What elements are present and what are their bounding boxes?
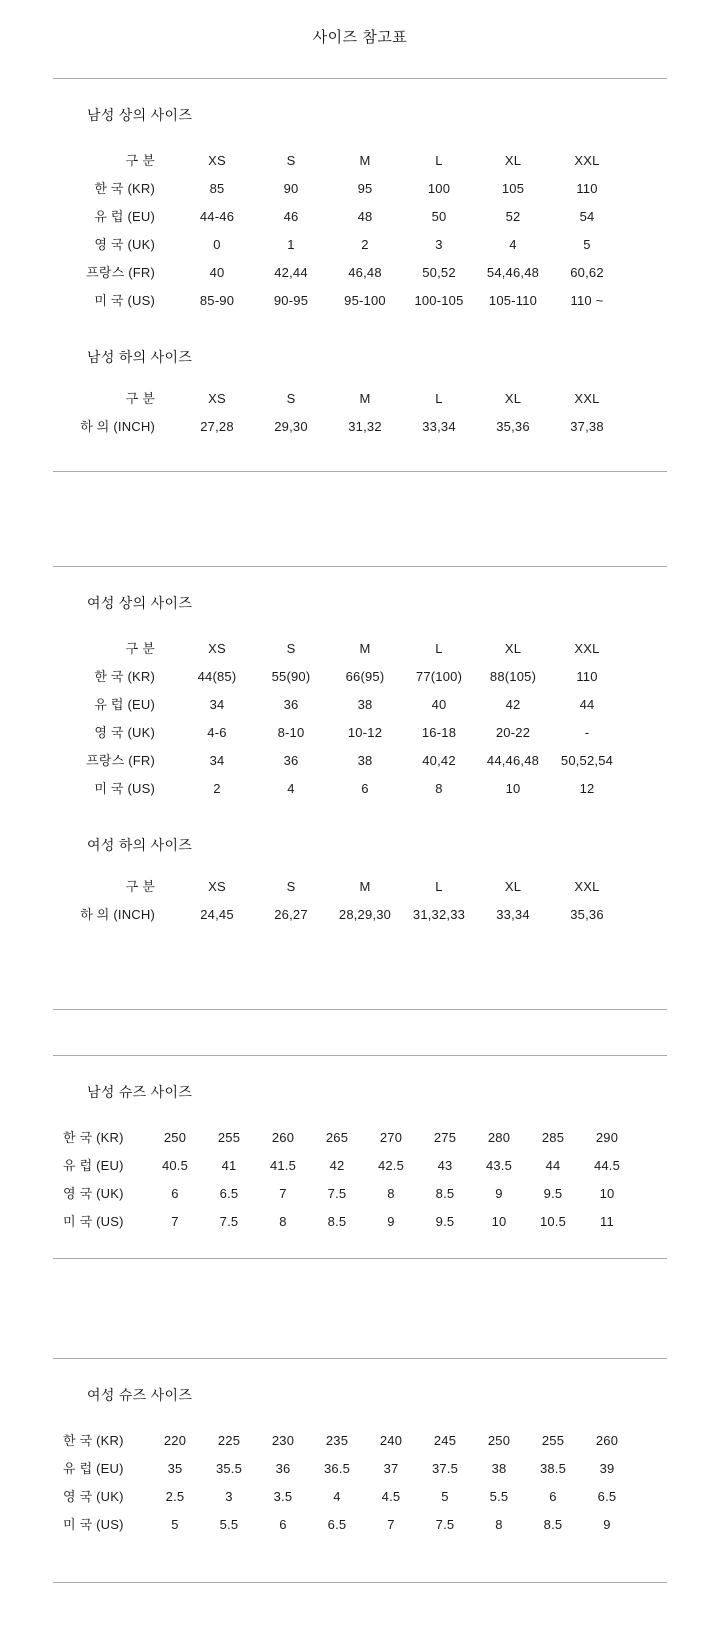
table-header-row [60,385,624,413]
column-header: XL [504,879,522,894]
size-cell: 110 ~ [570,293,604,308]
row-label: 영 국 (UK) [63,1186,124,1201]
size-cell: 36.5 [323,1461,351,1476]
table-row [60,719,624,747]
column-header: XL [504,153,522,168]
row-label: 미 국 (US) [94,293,155,308]
size-cell: 110 [576,181,598,196]
size-cell: 55(90) [271,669,311,684]
table-row [60,231,624,259]
size-cell: 0 [213,237,221,252]
size-cell: 43.5 [485,1158,513,1173]
size-cell: 16-18 [421,725,457,740]
table-row [60,287,624,315]
size-cell: 37 [383,1461,399,1476]
mens-tops-heading: 남성 상의 사이즈 [87,107,193,123]
row-label: 유 럽 (EU) [63,1461,124,1476]
size-cell: 230 [271,1433,295,1448]
size-cell: 36 [283,697,299,712]
size-cell: 44(85) [197,669,237,684]
size-cell: 255 [217,1130,241,1145]
section-womens-apparel [53,567,667,1009]
size-cell: 250 [487,1433,511,1448]
size-cell: 90-95 [273,293,309,308]
size-cell: 42 [329,1158,345,1173]
womens-bottoms-heading: 여성 하의 사이즈 [87,837,193,853]
section-mens-apparel [53,79,667,471]
table-row [60,203,624,231]
column-header: XL [504,391,522,406]
size-cell: 275 [433,1130,457,1145]
size-cell: 6 [171,1186,179,1201]
size-cell: 38 [491,1461,507,1476]
size-cell: 7 [279,1186,287,1201]
womens-shoes-table [60,1427,634,1539]
table-row [60,663,624,691]
size-cell: 6.5 [327,1517,347,1532]
size-cell: 35,36 [496,419,530,434]
table-row [60,1427,634,1455]
size-cell: 3 [225,1489,233,1504]
size-cell: 225 [217,1433,241,1448]
size-cell: 6 [549,1489,557,1504]
size-cell: 100-105 [414,293,464,308]
column-header: XXL [574,879,600,894]
size-cell: 46,48 [348,265,382,280]
size-cell: 44 [545,1158,561,1173]
row-label: 영 국 (UK) [63,1489,124,1504]
size-cell: 8.5 [435,1186,455,1201]
row-label: 미 국 (US) [63,1517,124,1532]
size-cell: 31,32,33 [412,907,466,922]
row-label: 한 국 (KR) [94,669,155,684]
womens-tops-heading: 여성 상의 사이즈 [87,595,193,611]
size-cell: 44 [579,697,595,712]
section-womens-shoes [53,1359,667,1582]
size-cell: 9.5 [435,1214,455,1229]
column-header: L [435,641,443,656]
row-label: 유 럽 (EU) [63,1158,124,1173]
size-cell: 7 [171,1214,179,1229]
column-header-label: 구 분 [125,153,155,168]
table-row [60,747,624,775]
size-cell: 265 [325,1130,349,1145]
table-header-row [60,635,624,663]
row-label: 한 국 (KR) [63,1130,124,1145]
size-cell: 29,30 [274,419,308,434]
size-cell: 6 [279,1517,287,1532]
size-cell: 8.5 [543,1517,563,1532]
size-cell: 1 [287,237,295,252]
size-cell: 5.5 [489,1489,509,1504]
size-cell: 38 [357,753,373,768]
table-row [60,259,624,287]
size-cell: 42,44 [274,265,308,280]
size-cell: 4 [509,237,517,252]
size-cell: 46 [283,209,299,224]
size-cell: 43 [437,1158,453,1173]
row-label: 프랑스 (FR) [86,753,155,768]
size-cell: 4 [333,1489,341,1504]
column-header: M [359,391,371,406]
page-title: 사이즈 참고표 [312,29,408,46]
size-cell: 40.5 [161,1158,189,1173]
column-header: XXL [574,391,600,406]
size-cell: 88(105) [489,669,537,684]
size-cell: 42.5 [377,1158,405,1173]
size-cell: 7.5 [435,1517,455,1532]
womens-bottoms-table [60,873,624,929]
size-cell: 20-22 [495,725,531,740]
column-header: XXL [574,641,600,656]
row-label: 유 럽 (EU) [94,697,155,712]
size-cell: 7.5 [219,1214,239,1229]
size-cell: 240 [379,1433,403,1448]
row-label: 하 의 (INCH) [80,419,155,434]
table-row [60,901,624,929]
column-header: XS [208,153,226,168]
size-cell: 38.5 [539,1461,567,1476]
size-cell: 7 [387,1517,395,1532]
mens-bottoms-heading: 남성 하의 사이즈 [87,349,193,365]
column-header: L [435,391,443,406]
size-cell: 9.5 [543,1186,563,1201]
size-cell: 36 [283,753,299,768]
row-label: 유 럽 (EU) [94,209,155,224]
size-cell: 37.5 [431,1461,459,1476]
column-header: M [359,153,371,168]
column-header: XXL [574,153,600,168]
size-cell: 260 [595,1433,619,1448]
size-cell: 48 [357,209,373,224]
mens-bottoms-table [60,385,624,441]
size-cell: 8 [279,1214,287,1229]
size-cell: 2 [361,237,369,252]
size-cell: 35,36 [570,907,604,922]
size-cell: 6.5 [219,1186,239,1201]
row-label: 프랑스 (FR) [86,265,155,280]
column-header: S [286,391,296,406]
mens-shoes-heading: 남성 슈즈 사이즈 [87,1084,193,1100]
size-cell: 7.5 [327,1186,347,1201]
size-cell: 77(100) [415,669,463,684]
size-cell: 250 [163,1130,187,1145]
table-row [60,1483,634,1511]
size-cell: 4-6 [207,725,227,740]
size-cell: 11 [600,1214,614,1229]
size-cell: 34 [209,697,225,712]
size-cell: 105-110 [488,293,538,308]
column-header: L [435,879,443,894]
size-cell: 66(95) [345,669,385,684]
size-cell: 26,27 [274,907,308,922]
size-cell: 54 [579,209,595,224]
table-row [60,775,624,803]
column-header: S [286,641,296,656]
size-cell: 95 [357,181,373,196]
table-row [60,691,624,719]
column-header: S [286,153,296,168]
size-cell: 220 [163,1433,187,1448]
size-cell: 10 [491,1214,507,1229]
size-cell: 40 [209,265,225,280]
size-cell: 8 [435,781,443,796]
size-cell: 9 [603,1517,611,1532]
size-cell: - [584,725,590,740]
size-cell: 280 [487,1130,511,1145]
size-cell: 105 [501,181,525,196]
size-cell: 110 [576,669,598,684]
row-label: 영 국 (UK) [94,237,155,252]
size-cell: 41 [221,1158,237,1173]
size-cell: 4 [287,781,295,796]
row-label: 미 국 (US) [63,1214,124,1229]
size-cell: 44,46,48 [486,753,540,768]
size-cell: 8 [495,1517,503,1532]
size-cell: 245 [433,1433,457,1448]
size-cell: 9 [495,1186,503,1201]
column-header: M [359,641,371,656]
size-cell: 24,45 [200,907,234,922]
size-cell: 270 [379,1130,403,1145]
size-cell: 50,52,54 [560,753,614,768]
table-row [60,1180,634,1208]
size-cell: 10 [505,781,521,796]
size-cell: 95-100 [344,293,386,308]
size-cell: 10-12 [347,725,383,740]
size-cell: 44-46 [199,209,235,224]
size-cell: 3 [435,237,443,252]
size-cell: 5 [583,237,591,252]
size-cell: 44.5 [593,1158,621,1173]
column-header-label: 구 분 [125,391,155,406]
table-row [60,1124,634,1152]
size-cell: 235 [325,1433,349,1448]
size-cell: 255 [541,1433,565,1448]
size-cell: 40 [431,697,447,712]
size-cell: 10 [599,1186,615,1201]
size-cell: 8.5 [327,1214,347,1229]
size-cell: 52 [505,209,521,224]
size-cell: 10.5 [539,1214,567,1229]
table-row [60,1208,634,1236]
row-label: 하 의 (INCH) [80,907,155,922]
column-header: XS [208,391,226,406]
size-cell: 8-10 [277,725,305,740]
row-label: 미 국 (US) [94,781,155,796]
size-cell: 60,62 [570,265,604,280]
size-cell: 8 [387,1186,395,1201]
table-row [60,1455,634,1483]
column-header: XS [208,641,226,656]
row-label: 한 국 (KR) [94,181,155,196]
table-row [60,1152,634,1180]
column-header-label: 구 분 [125,641,155,656]
table-row [60,175,624,203]
column-header: M [359,879,371,894]
column-header: XL [504,641,522,656]
size-cell: 33,34 [496,907,530,922]
size-cell: 260 [271,1130,295,1145]
size-cell: 285 [541,1130,565,1145]
size-cell: 85-90 [199,293,235,308]
size-cell: 37,38 [570,419,604,434]
column-header-label: 구 분 [125,879,155,894]
size-cell: 100 [427,181,451,196]
size-cell: 3.5 [273,1489,293,1504]
size-cell: 41.5 [269,1158,297,1173]
size-cell: 38 [357,697,373,712]
size-cell: 4.5 [381,1489,401,1504]
size-cell: 31,32 [348,419,382,434]
size-cell: 33,34 [422,419,456,434]
size-cell: 2.5 [165,1489,185,1504]
size-cell: 90 [283,181,299,196]
size-cell: 42 [505,697,521,712]
size-cell: 85 [209,181,225,196]
size-cell: 39 [599,1461,615,1476]
table-header-row [60,873,624,901]
size-cell: 27,28 [200,419,234,434]
size-cell: 35 [167,1461,183,1476]
size-cell: 35.5 [215,1461,243,1476]
size-cell: 34 [209,753,225,768]
size-cell: 5.5 [219,1517,239,1532]
size-cell: 40,42 [422,753,456,768]
column-header: S [286,879,296,894]
womens-tops-table [60,635,624,803]
table-row [60,413,624,441]
row-label: 한 국 (KR) [63,1433,124,1448]
table-header-row [60,147,624,175]
size-cell: 36 [275,1461,291,1476]
size-cell: 6 [361,781,369,796]
size-cell: 2 [213,781,221,796]
column-header: XS [208,879,226,894]
size-cell: 6.5 [597,1489,617,1504]
size-cell: 50 [431,209,447,224]
mens-tops-table [60,147,624,315]
table-row [60,1511,634,1539]
size-cell: 50,52 [422,265,456,280]
row-label: 영 국 (UK) [94,725,155,740]
size-cell: 28,29,30 [338,907,392,922]
mens-shoes-table [60,1124,634,1236]
size-cell: 5 [171,1517,179,1532]
size-cell: 290 [595,1130,619,1145]
size-cell: 54,46,48 [486,265,540,280]
womens-shoes-heading: 여성 슈즈 사이즈 [87,1387,193,1403]
size-cell: 5 [441,1489,449,1504]
column-header: L [435,153,443,168]
size-cell: 12 [579,781,595,796]
size-cell: 9 [387,1214,395,1229]
section-mens-shoes [53,1056,667,1258]
